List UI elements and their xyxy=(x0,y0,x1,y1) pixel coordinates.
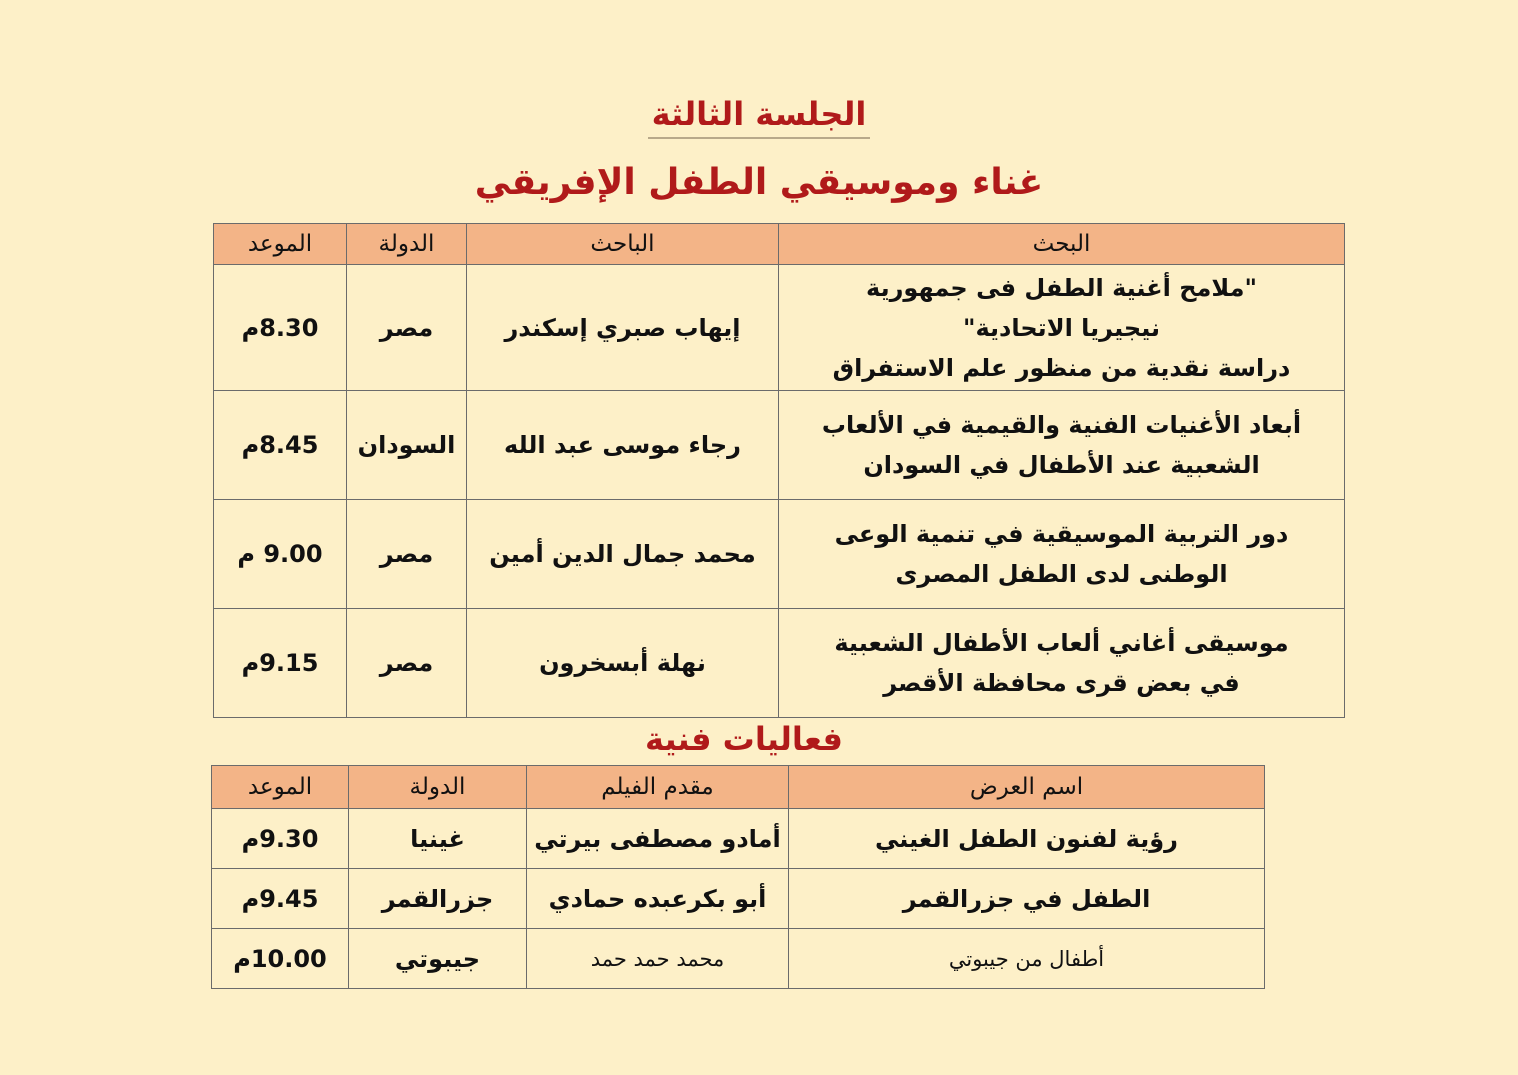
header-time: الموعد xyxy=(212,766,349,809)
show-name-cell: الطفل في جزرالقمر xyxy=(789,869,1265,929)
research-cell xyxy=(779,609,1345,718)
header-show-name: اسم العرض xyxy=(789,766,1265,809)
main-title: غناء وموسيقي الطفل الإفريقي xyxy=(474,162,1044,203)
researcher-cell: محمد جمال الدين أمين xyxy=(467,500,779,609)
time-cell: 8.30م xyxy=(214,265,347,391)
researcher-cell: إيهاب صبري إسكندر xyxy=(467,265,779,391)
header-presenter: مقدم الفيلم xyxy=(527,766,789,809)
time-cell: 9.30م xyxy=(212,809,349,869)
header-research: البحث xyxy=(779,224,1345,265)
events-header-row xyxy=(212,766,1265,809)
research-line: في بعض قرى محافظة الأقصر xyxy=(883,669,1240,697)
events-title: فعاليات فنية xyxy=(645,720,843,758)
research-cell xyxy=(779,500,1345,609)
country-cell: جيبوتي xyxy=(349,929,527,989)
table-row xyxy=(214,391,1345,500)
research-line: دراسة نقدية من منظور علم الاستفراق xyxy=(832,353,1291,382)
sessions-header-row xyxy=(214,224,1345,265)
research-line: نيجيريا الاتحادية" xyxy=(962,313,1160,342)
table-row xyxy=(212,869,1265,929)
header-country: الدولة xyxy=(347,224,467,265)
sessions-table xyxy=(213,223,1345,718)
session-title xyxy=(0,95,1518,133)
country-cell: غينيا xyxy=(349,809,527,869)
time-cell: 9.15م xyxy=(214,609,347,718)
table-row xyxy=(214,265,1345,391)
table-row xyxy=(214,609,1345,718)
header-country: الدولة xyxy=(349,766,527,809)
research-line: الشعبية عند الأطفال في السودان xyxy=(863,451,1260,479)
country-cell: مصر xyxy=(347,609,467,718)
research-line: "ملامح أغنية الطفل فى جمهورية xyxy=(866,273,1257,302)
show-name-cell: رؤية لفنون الطفل الغيني xyxy=(789,809,1265,869)
time-cell: 9.00 م xyxy=(214,500,347,609)
researcher-cell: رجاء موسى عبد الله xyxy=(467,391,779,500)
time-cell: 9.45م xyxy=(212,869,349,929)
time-cell: 10.00م xyxy=(212,929,349,989)
show-name-cell: أطفال من جيبوتي xyxy=(789,929,1265,989)
session-title-text: الجلسة الثالثة xyxy=(648,95,871,139)
events-table xyxy=(211,765,1265,989)
header-researcher: الباحث xyxy=(467,224,779,265)
table-row xyxy=(214,500,1345,609)
country-cell: مصر xyxy=(347,500,467,609)
research-line: الوطنى لدى الطفل المصرى xyxy=(895,560,1228,588)
research-cell xyxy=(779,391,1345,500)
country-cell: مصر xyxy=(347,265,467,391)
table-row xyxy=(212,929,1265,989)
research-cell xyxy=(779,265,1345,391)
research-line: موسيقى أغاني ألعاب الأطفال الشعبية xyxy=(834,629,1289,657)
presenter-cell: محمد حمد حمد xyxy=(527,929,789,989)
country-cell: جزرالقمر xyxy=(349,869,527,929)
header-time: الموعد xyxy=(214,224,347,265)
research-line: دور التربية الموسيقية في تنمية الوعى xyxy=(834,520,1289,548)
presenter-cell: أمادو مصطفى بيرتي xyxy=(527,809,789,869)
table-row xyxy=(212,809,1265,869)
research-line: أبعاد الأغنيات الفنية والقيمية في الألعاب xyxy=(821,411,1302,439)
time-cell: 8.45م xyxy=(214,391,347,500)
researcher-cell: نهلة أبسخرون xyxy=(467,609,779,718)
country-cell: السودان xyxy=(347,391,467,500)
presenter-cell: أبو بكرعبده حمادي xyxy=(527,869,789,929)
